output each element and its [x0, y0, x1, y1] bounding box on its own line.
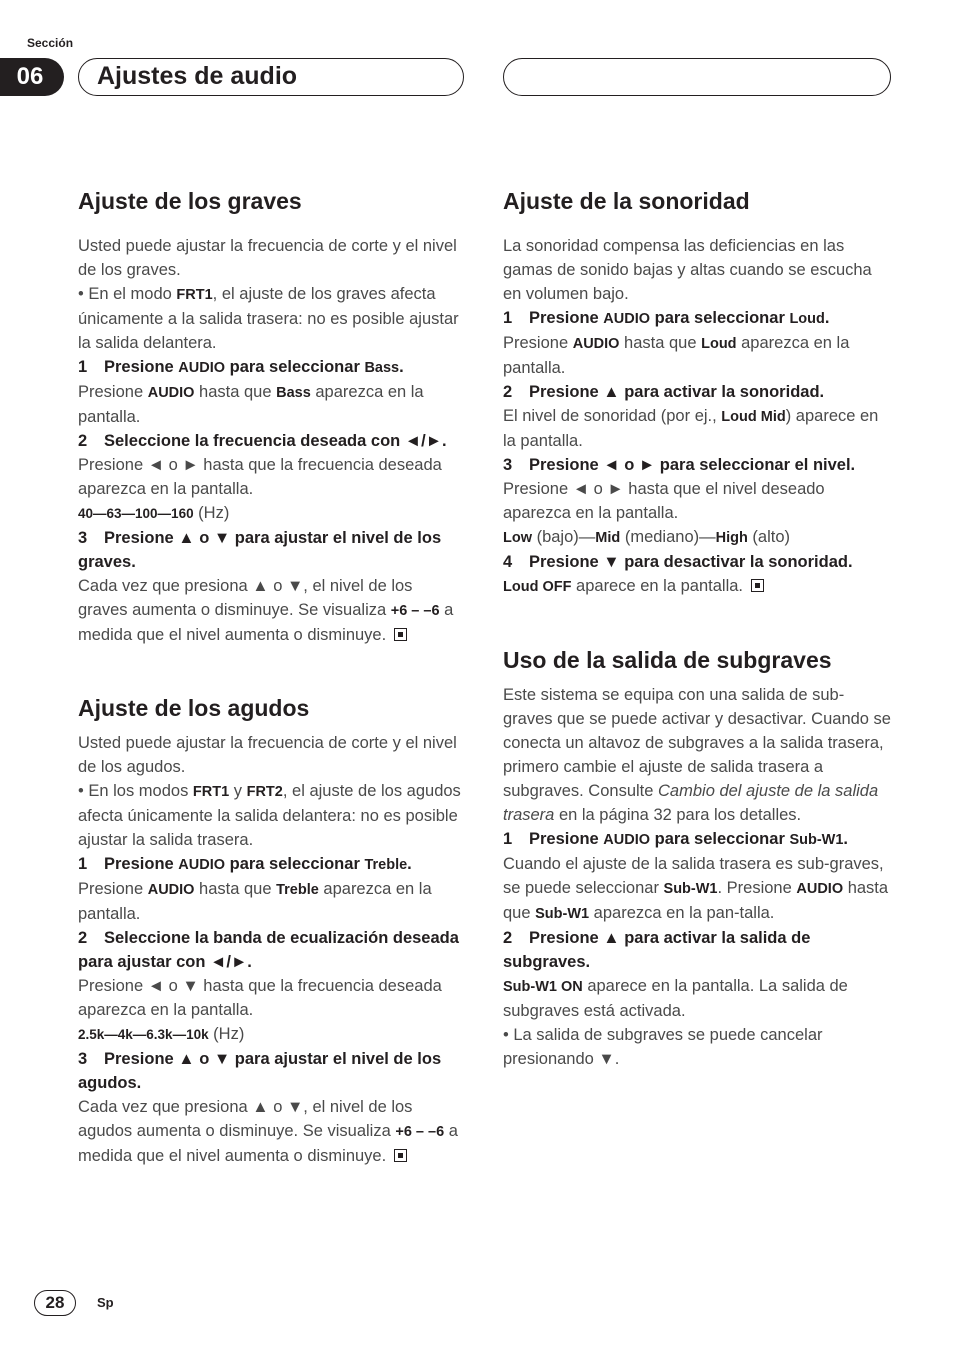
sonoridad-step3-body: Presione ◄ o ► hasta que el nivel deseado aparezca en la pantalla. [503, 480, 825, 522]
heading-graves: Ajuste de los graves [78, 188, 302, 214]
heading-sonoridad: Ajuste de la sonoridad [503, 188, 750, 214]
header-right-box [503, 58, 891, 96]
agudos-bullet: • En los modos FRT1 y FRT2, el ajuste de los agudos afecta únicamente la salida delantera: no es posible ajustar la salida trasera. [78, 782, 461, 849]
subgraves-step2-body: Sub-W1 ON aparece en la pantalla. La salida de subgraves está activada. [503, 977, 848, 1020]
graves-step1-head: 1 Presione AUDIO para seleccionar Bass. [78, 358, 404, 376]
agudos-intro: Usted puede ajustar la frecuencia de corte y el nivel de los agudos. [78, 734, 457, 776]
sonoridad-step4-body: Loud OFF aparece en la pantalla. [503, 574, 893, 599]
sonoridad-step1-head: 1 Presione AUDIO para seleccionar Loud. [503, 309, 830, 327]
agudos-step3-body: Cada vez que presiona ▲ o ▼, el nivel de los agudos aumenta o disminuye. Se visualiza +6 – –6 a medida que el nivel aumenta o disminuye. [78, 1098, 458, 1165]
subgraves-step2-bullet: • La salida de subgraves se puede cancelar presionando ▼. [503, 1026, 823, 1068]
graves-step3-head: 3 Presione ▲ o ▼ para ajustar el nivel de los graves. [78, 529, 442, 571]
subgraves-step1-body: Cuando el ajuste de la salida trasera es sub-graves, se puede seleccionar Sub-W1. Presione AUDIO hasta que Sub-W1 aparezca en la pan-talla. [503, 855, 889, 922]
subgraves-step1-head: 1 Presione AUDIO para seleccionar Sub-W1. [503, 830, 849, 848]
heading-agudos: Ajuste de los agudos [78, 695, 310, 721]
graves-step2-values: 40—63—100—160 (Hz) [78, 504, 230, 522]
agudos-step1-head: 1 Presione AUDIO para seleccionar Treble. [78, 855, 412, 873]
agudos-step2-body: Presione ◄ o ▼ hasta que la frecuencia deseada aparezca en la pantalla. [78, 977, 442, 1019]
left-column [78, 186, 466, 1168]
sonoridad-step3-levels: Low (bajo)—Mid (mediano)—High (alto) [503, 528, 791, 546]
sonoridad-step2-body: El nivel de sonoridad (por ej., Loud Mid) aparece en la pantalla. [503, 407, 879, 450]
chapter-title: Ajustes de audio [97, 62, 298, 90]
subgraves-intro: Este sistema se equipa con una salida de sub-graves que se puede activar y desactivar. Cuando se conecta un altavoz de subgraves a la salida trasera, primero cambie el ajuste de salida trasera a subgraves. Consulte Cambio del ajuste de la salida trasera en la página 32 para los detalles. [503, 686, 891, 824]
graves-step2-body: Presione ◄ o ► hasta que la frecuencia deseada aparezca en la pantalla. [78, 456, 442, 498]
section-label: Sección [27, 36, 74, 50]
page-number: 28 [34, 1290, 76, 1316]
sonoridad-intro: La sonoridad compensa las deficiencias en las gamas de sonido bajas y altas cuando se escucha en volumen bajo. [503, 237, 872, 303]
agudos-step3-head: 3 Presione ▲ o ▼ para ajustar el nivel de los agudos. [78, 1050, 442, 1092]
chapter-title-box [78, 58, 464, 96]
agudos-step2-values: 2.5k—4k—6.3k—10k (Hz) [78, 1025, 245, 1043]
section-number-badge: 06 [0, 58, 64, 96]
sonoridad-step4-head: 4 Presione ▼ para desactivar la sonoridad. [503, 553, 853, 571]
graves-step2-head: 2 Seleccione la frecuencia deseada con ◄/►. [78, 432, 447, 450]
graves-intro: Usted puede ajustar la frecuencia de corte y el nivel de los graves. [78, 237, 457, 279]
graves-step1-body: Presione AUDIO hasta que Bass aparezca en la pantalla. [78, 383, 424, 426]
sonoridad-step1-body: Presione AUDIO hasta que Loud aparezca en la pantalla. [503, 334, 850, 377]
sonoridad-step3-head: 3 Presione ◄ o ► para seleccionar el nivel. [503, 456, 856, 474]
agudos-step1-body: Presione AUDIO hasta que Treble aparezca en la pantalla. [78, 880, 432, 923]
graves-step3-body: Cada vez que presiona ▲ o ▼, el nivel de los graves aumenta o disminuye. Se visualiza +6 – –6 a medida que el nivel aumenta o disminuye. [78, 577, 454, 644]
subgraves-step2-head: 2 Presione ▲ para activar la salida de subgraves. [503, 929, 811, 971]
sonoridad-step2-head: 2 Presione ▲ para activar la sonoridad. [503, 383, 825, 401]
end-mark-icon [394, 628, 407, 641]
heading-subgraves: Uso de la salida de subgraves [503, 647, 832, 673]
right-column [503, 186, 893, 1071]
language-code: Sp [97, 1295, 114, 1310]
end-mark-icon [751, 579, 764, 592]
end-mark-icon [394, 1149, 407, 1162]
agudos-step2-head: 2 Seleccione la banda de ecualización deseada para ajustar con ◄/►. [78, 929, 459, 971]
graves-bullet: • En el modo FRT1, el ajuste de los graves afecta únicamente a la salida trasera: no es posible ajustar la salida delantera. [78, 285, 459, 352]
